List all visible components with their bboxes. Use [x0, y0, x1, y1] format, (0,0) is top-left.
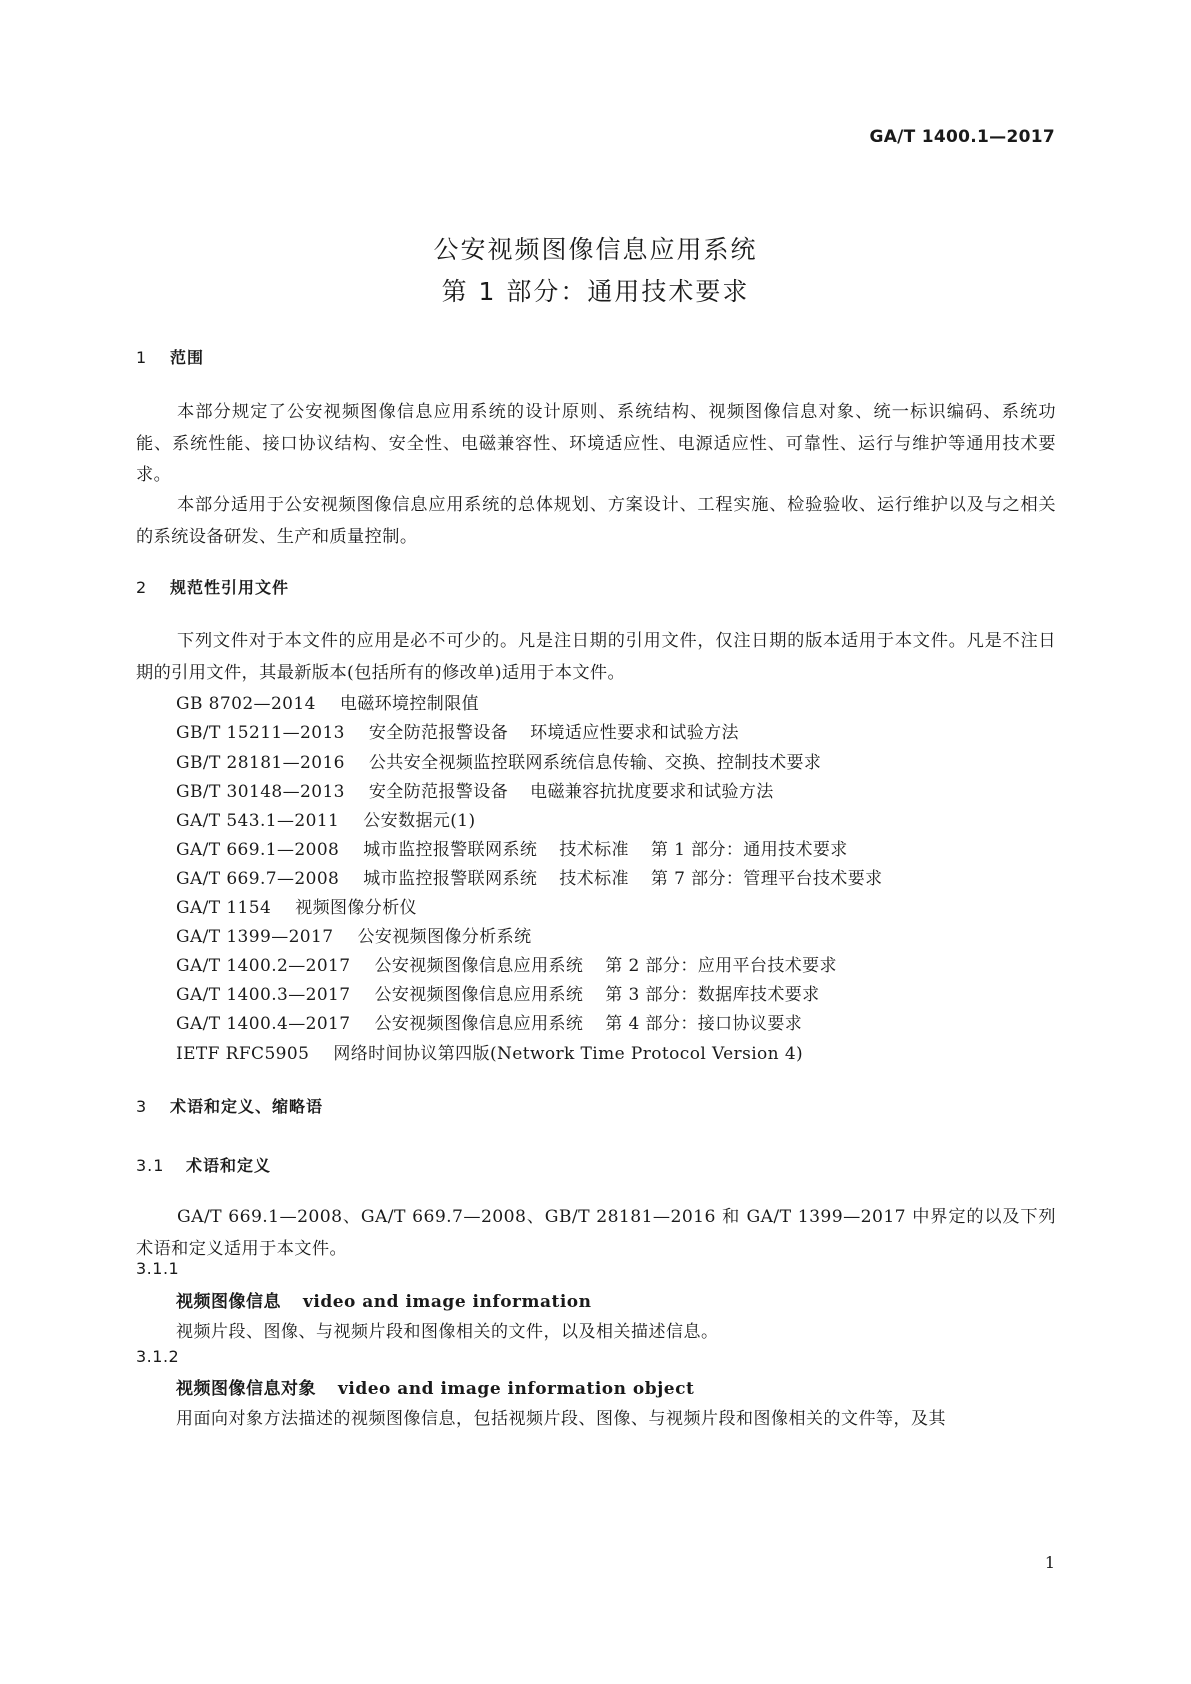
reference-item: GA/T 1154 视频图像分析仪: [176, 898, 418, 918]
reference-item: GA/T 1400.3—2017 公安视频图像信息应用系统 第 3 部分：数据库技术要求: [176, 985, 820, 1005]
clause-number: 3.1.2: [136, 1347, 180, 1366]
reference-item: GA/T 1400.4—2017 公安视频图像信息应用系统 第 4 部分：接口协议要求: [176, 1014, 803, 1034]
section-number: 3: [136, 1097, 148, 1116]
subsection-title: 术语和定义: [186, 1156, 272, 1175]
reference-item: IETF RFC5905 网络时间协议第四版(Network Time Protocol Version 4): [176, 1044, 804, 1064]
reference-item: GB/T 30148—2013 安全防范报警设备 电磁兼容抗扰度要求和试验方法: [176, 782, 774, 802]
section-3-heading: [136, 1094, 323, 1117]
reference-item: GA/T 543.1—2011 公安数据元(1): [176, 811, 476, 831]
reference-item: GB/T 15211—2013 安全防范报警设备 环境适应性要求和试验方法: [176, 723, 739, 743]
term-definition: 用面向对象方法描述的视频图像信息，包括视频片段、图像、与视频片段和图像相关的文件等，及其: [176, 1409, 946, 1429]
document-title-line2: 第 1 部分：通用技术要求: [441, 277, 750, 306]
subsection-3-1-intro: GA/T 669.1—2008、GA/T 669.7—2008、GB/T 28181—2016 和 GA/T 1399—2017 中界定的以及下列术语和定义适用于本文件。: [136, 1207, 1056, 1259]
section-number: 2: [136, 578, 148, 597]
section-1-paragraph-1: 本部分规定了公安视频图像信息应用系统的设计原则、系统结构、视频图像信息对象、统一标识编码、系统功能、系统性能、接口协议结构、安全性、电磁兼容性、环境适应性、电源适应性、可靠性、运行与维护等通用技术要求。: [136, 402, 1056, 485]
reference-item: GA/T 1399—2017 公安视频图像分析系统: [176, 927, 532, 947]
reference-item: GB 8702—2014 电磁环境控制限值: [176, 694, 480, 714]
subsection-number: 3.1: [136, 1156, 165, 1175]
clause-number: 3.1.1: [136, 1259, 180, 1278]
section-1-paragraph-2: 本部分适用于公安视频图像信息应用系统的总体规划、方案设计、工程实施、检验验收、运行维护以及与之相关的系统设备研发、生产和质量控制。: [136, 495, 1056, 547]
document-title-line1: 公安视频图像信息应用系统: [433, 235, 758, 264]
reference-item: GA/T 1400.2—2017 公安视频图像信息应用系统 第 2 部分：应用平台技术要求: [176, 956, 837, 976]
reference-item: GA/T 669.1—2008 城市监控报警联网系统 技术标准 第 1 部分：通用技术要求: [176, 840, 848, 860]
section-title: 范围: [170, 348, 205, 367]
reference-item: GB/T 28181—2016 公共安全视频监控联网系统信息传输、交换、控制技术要求: [176, 753, 822, 773]
section-number: 1: [136, 348, 148, 367]
section-1-heading: [136, 345, 204, 368]
section-title: 规范性引用文件: [170, 578, 290, 597]
document-id: GA/T 1400.1—2017: [869, 127, 1055, 147]
section-2-intro: 下列文件对于本文件的应用是必不可少的。凡是注日期的引用文件，仅注日期的版本适用于本文件。凡是不注日期的引用文件，其最新版本(包括所有的修改单)适用于本文件。: [136, 631, 1056, 683]
term-heading: 视频图像信息 video and image information: [176, 1292, 592, 1312]
section-2-heading: [136, 575, 289, 598]
section-title: 术语和定义、缩略语: [170, 1097, 324, 1116]
reference-item: GA/T 669.7—2008 城市监控报警联网系统 技术标准 第 7 部分：管理平台技术要求: [176, 869, 883, 889]
subsection-3-1-heading: [136, 1153, 271, 1176]
term-heading: 视频图像信息对象 video and image information object: [176, 1379, 695, 1399]
term-definition: 视频片段、图像、与视频片段和图像相关的文件，以及相关描述信息。: [176, 1322, 719, 1342]
page-number: 1: [1044, 1553, 1055, 1572]
